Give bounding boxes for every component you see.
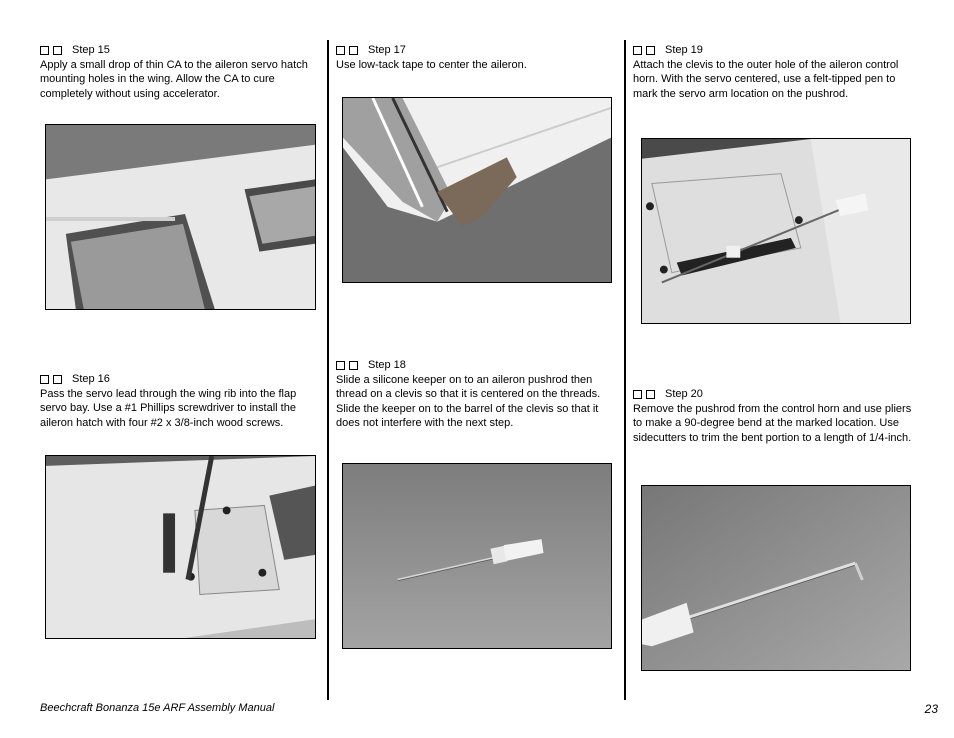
manual-title: Beechcraft Bonanza 15e ARF Assembly Manual [40, 702, 275, 714]
checkbox-icon[interactable] [633, 390, 642, 399]
checkbox-icon[interactable] [349, 46, 358, 55]
step-16 [40, 372, 322, 430]
checkbox-icon[interactable] [40, 375, 49, 384]
step-instructions: Use low-tack tape to center the aileron. [336, 58, 527, 71]
step-instructions: Pass the servo lead through the wing rib into the flap servo bay. Use a #1 Phillips screwdriver to install the aileron hatch with four #2 x 3/8-inch wood screws. [40, 387, 297, 429]
photo-clevis-control-horn [641, 138, 911, 324]
checkbox-icon[interactable] [53, 375, 62, 384]
checkbox-icon[interactable] [336, 46, 345, 55]
step-20 [633, 387, 915, 445]
checkbox-icon[interactable] [53, 46, 62, 55]
checkbox-icon[interactable] [40, 46, 49, 55]
step-number: Step 20 [665, 388, 703, 400]
checkbox-icon[interactable] [646, 46, 655, 55]
step-number: Step 15 [72, 44, 110, 56]
step-19 [633, 43, 915, 101]
step-18 [336, 358, 618, 431]
page-number: 23 [924, 702, 938, 716]
step-number: Step 18 [368, 359, 406, 371]
step-instructions: Slide a silicone keeper on to an aileron pushrod then thread on a clevis so that it is centered on the threads. Slide the keeper on to the barrel of the clevis so that it does not interfere with the next step. [336, 373, 601, 430]
column-divider [624, 40, 626, 700]
step-number: Step 17 [368, 44, 406, 56]
step-instructions: Remove the pushrod from the control horn and use pliers to make a 90-degree bend at the marked location. Use sidecutters to trim the bent portion to a length of 1/4-inch. [633, 402, 912, 444]
photo-hatch-screwdriver [45, 455, 316, 639]
checkbox-icon[interactable] [349, 361, 358, 370]
step-17 [336, 43, 618, 72]
column-divider [327, 40, 329, 700]
checkbox-icon[interactable] [336, 361, 345, 370]
step-number: Step 16 [72, 373, 110, 385]
photo-pushrod-clevis [342, 463, 612, 649]
checkbox-icon[interactable] [633, 46, 642, 55]
step-15 [40, 43, 322, 101]
step-instructions: Apply a small drop of thin CA to the aileron servo hatch mounting holes in the wing. Allow the CA to cure completely without using accelerator. [40, 58, 308, 100]
step-number: Step 19 [665, 44, 703, 56]
checkbox-icon[interactable] [646, 390, 655, 399]
step-instructions: Attach the clevis to the outer hole of the aileron control horn. With the servo centered, use a felt-tipped pen to mark the servo arm location on the pushrod. [633, 58, 899, 100]
photo-bent-pushrod [641, 485, 911, 671]
photo-aileron-hatch-openings [45, 124, 316, 310]
photo-aileron-taped [342, 97, 612, 283]
